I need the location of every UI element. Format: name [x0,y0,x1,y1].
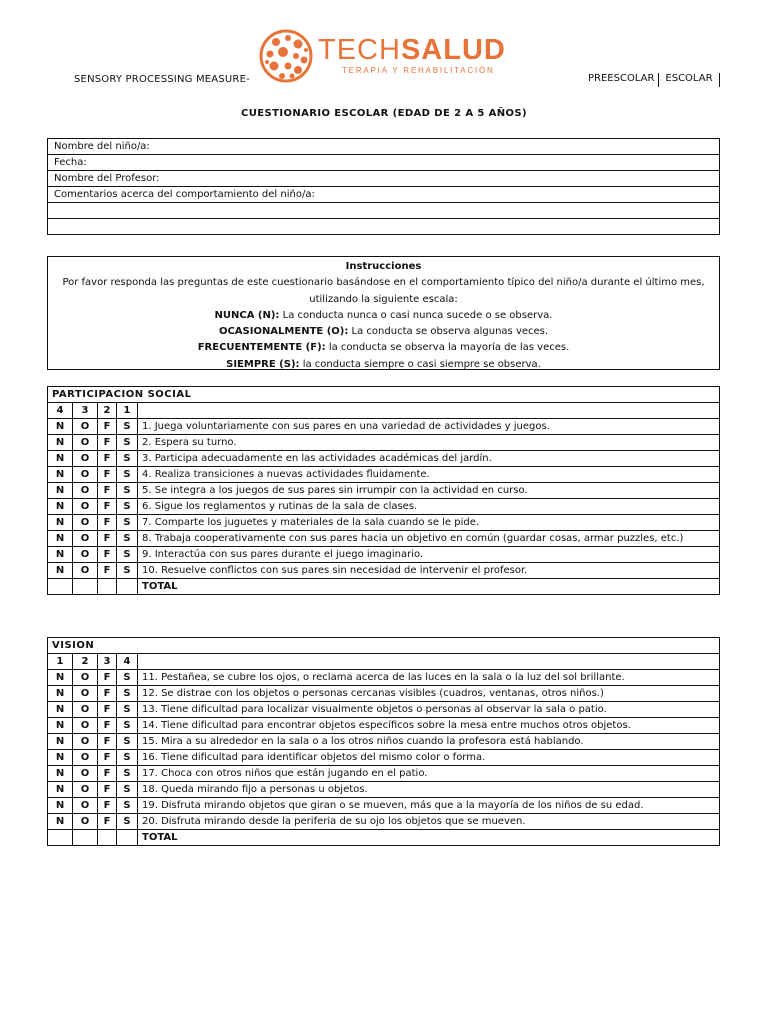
social-participation-table [47,386,720,595]
answer-option[interactable]: S [117,782,138,798]
question-text: 19. Disfruta mirando objetos que giran o se mueven, más que a la mayoría de los niños de su edad. [138,798,720,814]
table-row [48,419,720,435]
question-text: 14. Tiene dificultad para encontrar objetos específicos sobre la mesa entre muchos otros objetos. [138,718,720,734]
answer-option[interactable]: S [117,702,138,718]
answer-option[interactable]: N [48,483,73,499]
blank-header [138,654,720,670]
info-field[interactable] [48,203,720,219]
answer-option[interactable]: S [117,750,138,766]
answer-option[interactable]: S [117,686,138,702]
scale-item: FRECUENTEMENTE (F): la conducta se observa la mayoría de las veces. [197,342,570,354]
question-text: 13. Tiene dificultad para localizar visualmente objetos o personas al observar la sala o patio. [138,702,720,718]
question-text: 7. Comparte los juguetes y materiales de la sala cuando se le pide. [138,515,720,531]
table-row [48,483,720,499]
question-text: 9. Interactúa con sus pares durante el juego imaginario. [138,547,720,563]
answer-option[interactable]: O [73,686,98,702]
total-label: TOTAL [138,579,720,595]
table-row [48,734,720,750]
answer-option[interactable]: S [117,547,138,563]
answer-option[interactable]: S [117,798,138,814]
answer-option[interactable]: S [117,563,138,579]
question-text: 11. Pestañea, se cubre los ojos, o reclama acerca de las luces en la sala o la luz del sol brillante. [138,670,720,686]
table-row [48,531,720,547]
score-header: 3 [73,403,98,419]
answer-option[interactable]: S [117,499,138,515]
answer-option[interactable]: O [73,451,98,467]
answer-option[interactable]: F [98,750,117,766]
table-row [48,702,720,718]
answer-option[interactable]: O [73,750,98,766]
total-cell[interactable] [98,579,117,595]
answer-option[interactable]: O [73,670,98,686]
answer-option[interactable]: N [48,499,73,515]
level-escolar: ESCOLAR [658,73,716,87]
blank-header [138,403,720,419]
score-header: 4 [117,654,138,670]
sensory-measure-label: SENSORY PROCESSING MEASURE- [74,74,250,85]
answer-option[interactable]: F [98,718,117,734]
instructions-text: Por favor responda las preguntas de este cuestionario basándose en el comportamiento típico del niño/a durante el último mes, utilizando la siguiente escala: [62,277,705,305]
instructions-heading: Instrucciones [345,261,422,272]
answer-option[interactable]: F [98,451,117,467]
table-row [48,766,720,782]
answer-option[interactable]: S [117,531,138,547]
table-row [48,798,720,814]
answer-option[interactable]: N [48,435,73,451]
answer-option[interactable]: S [117,718,138,734]
question-text: 17. Choca con otros niños que están jugando en el patio. [138,766,720,782]
question-text: 2. Espera su turno. [138,435,720,451]
question-text: 15. Mira a su alrededor en la sala o a los otros niños cuando la profesora está hablando. [138,734,720,750]
info-field[interactable]: Nombre del Profesor: [48,171,720,187]
vision-table [47,637,720,846]
question-text: 20. Disfruta mirando desde la periferia de su ojo los objetos que se mueven. [138,814,720,830]
answer-option[interactable]: N [48,718,73,734]
answer-option[interactable]: O [73,766,98,782]
answer-option[interactable]: S [117,734,138,750]
table-row [48,670,720,686]
questionnaire-title: CUESTIONARIO ESCOLAR (EDAD DE 2 A 5 AÑOS) [241,108,527,119]
question-text: 16. Tiene dificultad para identificar objetos del mismo color o forma. [138,750,720,766]
answer-option[interactable]: N [48,702,73,718]
question-text: 1. Juega voluntariamente con sus pares en una variedad de actividades y juegos. [138,419,720,435]
answer-option[interactable]: O [73,814,98,830]
score-header: 2 [98,403,117,419]
answer-option[interactable]: O [73,467,98,483]
answer-option[interactable]: N [48,670,73,686]
answer-option[interactable]: S [117,435,138,451]
table-row [48,563,720,579]
answer-option[interactable]: N [48,686,73,702]
question-text: 6. Sigue los reglamentos y rutinas de la sala de clases. [138,499,720,515]
table-row [48,515,720,531]
answer-option[interactable]: F [98,499,117,515]
answer-option[interactable]: O [73,734,98,750]
answer-option[interactable]: N [48,750,73,766]
answer-option[interactable]: F [98,515,117,531]
total-cell[interactable] [98,830,117,846]
logo-subtitle: TERAPIA Y REHABILITACIÓN [342,66,495,75]
answer-option[interactable]: F [98,686,117,702]
answer-option[interactable]: N [48,515,73,531]
answer-option[interactable]: N [48,563,73,579]
answer-option[interactable]: S [117,483,138,499]
answer-option[interactable]: S [117,766,138,782]
question-text: 10. Resuelve conflictos con sus pares sin necesidad de intervenir el profesor. [138,563,720,579]
table-row [48,547,720,563]
total-cell[interactable] [117,579,138,595]
instructions-box [47,256,720,370]
answer-option[interactable]: F [98,483,117,499]
answer-option[interactable]: F [98,766,117,782]
answer-option[interactable]: O [73,547,98,563]
answer-option[interactable]: F [98,467,117,483]
info-field[interactable]: Comentarios acerca del comportamiento del niño/a: [48,187,720,203]
question-text: 4. Realiza transiciones a nuevas actividades fluidamente. [138,467,720,483]
answer-option[interactable]: N [48,734,73,750]
answer-option[interactable]: N [48,419,73,435]
answer-option[interactable]: S [117,419,138,435]
info-field[interactable]: Nombre del niño/a: [48,139,720,155]
answer-option[interactable]: O [73,782,98,798]
answer-option[interactable]: F [98,782,117,798]
logo-globe-icon [258,28,314,84]
table-row [48,814,720,830]
answer-option[interactable]: F [98,670,117,686]
table-row [48,499,720,515]
answer-option[interactable]: N [48,814,73,830]
scale-item: SIEMPRE (S): la conducta siempre o casi siempre se observa. [226,358,541,370]
scale-item: NUNCA (N): La conducta nunca o casi nunca sucede o se observa. [214,309,553,321]
child-info-table [47,138,720,235]
answer-option[interactable]: F [98,798,117,814]
table-row [48,451,720,467]
answer-option[interactable]: S [117,515,138,531]
level-preescolar: PREESCOLAR [588,73,655,84]
question-text: 5. Se integra a los juegos de sus pares sin irrumpir con la actividad en curso. [138,483,720,499]
techsalud-logo [258,28,506,84]
answer-option[interactable]: N [48,782,73,798]
section-title: VISION [48,638,720,654]
answer-option[interactable]: O [73,702,98,718]
total-cell[interactable] [48,579,73,595]
answer-option[interactable]: O [73,499,98,515]
table-row [48,750,720,766]
answer-option[interactable]: N [48,766,73,782]
score-header: 1 [117,403,138,419]
answer-option[interactable]: N [48,531,73,547]
answer-option[interactable]: F [98,563,117,579]
info-field[interactable] [48,219,720,235]
score-header: 3 [98,654,117,670]
level-end-divider [719,73,724,87]
logo-wordmark: TECHSALUD [318,34,506,66]
answer-option[interactable]: S [117,451,138,467]
score-header: 4 [48,403,73,419]
answer-option[interactable]: S [117,814,138,830]
question-text: 8. Trabaja cooperativamente con sus pares hacia un objetivo en común (guardar cosas, armar puzzles, etc.) [138,531,720,547]
answer-option[interactable]: F [98,419,117,435]
answer-option[interactable]: O [73,531,98,547]
answer-option[interactable]: N [48,451,73,467]
section-title: PARTICIPACION SOCIAL [48,387,720,403]
score-header: 1 [48,654,73,670]
answer-option[interactable]: F [98,814,117,830]
answer-option[interactable]: N [48,467,73,483]
answer-option[interactable]: F [98,547,117,563]
answer-option[interactable]: F [98,702,117,718]
answer-option[interactable]: O [73,563,98,579]
table-row [48,718,720,734]
question-text: 3. Participa adecuadamente en las actividades académicas del jardín. [138,451,720,467]
answer-option[interactable]: N [48,798,73,814]
answer-option[interactable]: F [98,531,117,547]
question-text: 12. Se distrae con los objetos o personas cercanas visibles (cuadros, ventanas, otros niños.) [138,686,720,702]
answer-option[interactable]: O [73,515,98,531]
answer-option[interactable]: O [73,419,98,435]
table-row [48,467,720,483]
answer-option[interactable]: O [73,718,98,734]
scale-item: OCASIONALMENTE (O): La conducta se observa algunas veces. [218,326,549,338]
score-header: 2 [73,654,98,670]
question-text: 18. Queda mirando fijo a personas u objetos. [138,782,720,798]
answer-option[interactable]: O [73,798,98,814]
answer-option[interactable]: S [117,467,138,483]
total-cell[interactable] [73,830,98,846]
table-row [48,435,720,451]
answer-option[interactable]: S [117,670,138,686]
answer-option[interactable]: F [98,435,117,451]
table-row [48,686,720,702]
answer-option[interactable]: F [98,734,117,750]
total-cell[interactable] [73,579,98,595]
total-cell[interactable] [48,830,73,846]
answer-option[interactable]: N [48,547,73,563]
answer-option[interactable]: O [73,483,98,499]
table-row [48,782,720,798]
total-cell[interactable] [117,830,138,846]
level-selector [588,73,724,87]
answer-option[interactable]: O [73,435,98,451]
info-field[interactable]: Fecha: [48,155,720,171]
total-label: TOTAL [138,830,720,846]
